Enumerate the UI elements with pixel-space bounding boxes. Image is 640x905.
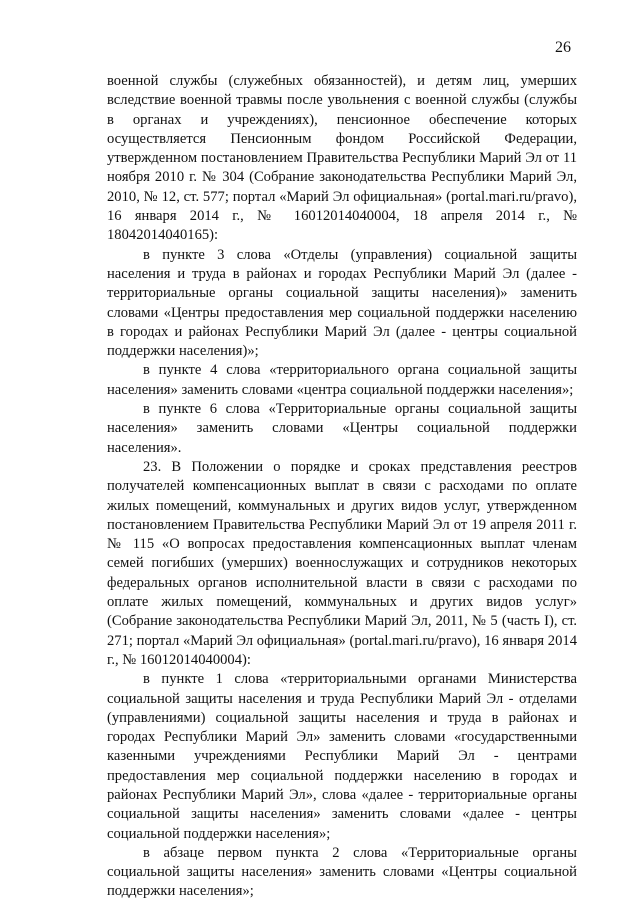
paragraph-item-23: 23. В Положении о порядке и сроках представления реестров получателей компенсационных выплат в связи с расходами по оплате жилых помещений, коммунальных и других видов услуг, утвержденном постановлением Правительства Республики Марий Эл от 19 апреля 2011 г. № 115 «О вопросах предоставления компенсационных выплат членам семей погибших (умерших) военнослужащих и сотрудников некоторых федеральных органов исполнительной власти в связи с расходами по оплате жилых помещений, коммунальных и других видов услуг» (Собрание законодательства Республики Марий Эл, 2011, № 5 (часть I), ст. 271; портал «Марий Эл официальная» (portal.mari.ru/pravo), 16 января 2014 г., № 16012014040004):	[107, 458, 577, 668]
page-number: 26	[555, 39, 571, 56]
paragraph-clause-6: в пункте 6 слова «Территориальные органы социальной защиты населения» заменить словами «Центры социальной поддержки населения».	[107, 401, 577, 456]
paragraph-item-23-clause-1: в пункте 1 слова «территориальными органами Министерства социальной защиты населения и труда Республики Марий Эл - отделами (управлениями) социальной защиты населения и труда в районах и городах Республики Марий Эл» заменить словами «государственными казенными учреждениями Республики Марий Эл - центрами предоставления мер социальной поддержки населению в городах и районах Республики Марий Эл», слова «далее - территориальные органы социальной защиты населения» заменить словами «далее - центры социальной поддержки населения»;	[107, 671, 577, 842]
paragraph-item-23-clause-2: в абзаце первом пункта 2 слова «Территориальные органы социальной защиты населения» заменить словами «Центры социальной поддержки населения»;	[107, 844, 577, 900]
document-body	[107, 72, 577, 902]
paragraph-clause-4: в пункте 4 слова «территориального органа социальной защиты населения» заменить словами «центра социальной поддержки населения»;	[107, 362, 577, 398]
paragraph-clause-3: в пункте 3 слова «Отделы (управления) социальной защиты населения и труда в районах и городах Республики Марий Эл (далее - территориальные органы социальной защиты населения)» заменить словами «Центры предоставления мер социальной поддержки населению в городах и районах Республики Марий Эл (далее - центры социальной поддержки населения)»;	[107, 246, 577, 360]
paragraph-continuation: военной службы (служебных обязанностей), и детям лиц, умерших вследствие военной травмы после увольнения с военной службы (службы в органах и учреждениях), пенсионное обеспечение которых осуществляется Пенсионным фондом Российской Федерации, утвержденном постановлением Правительства Республики Марий Эл от 11 ноября 2010 г. № 304 (Собрание законодательства Республики Марий Эл, 2010, № 12, ст. 577; портал «Марий Эл официальная» (portal.mari.ru/pravo), 16 января 2014 г., № 16012014040004, 18 апреля 2014 г., № 18042014040165):	[107, 73, 577, 244]
